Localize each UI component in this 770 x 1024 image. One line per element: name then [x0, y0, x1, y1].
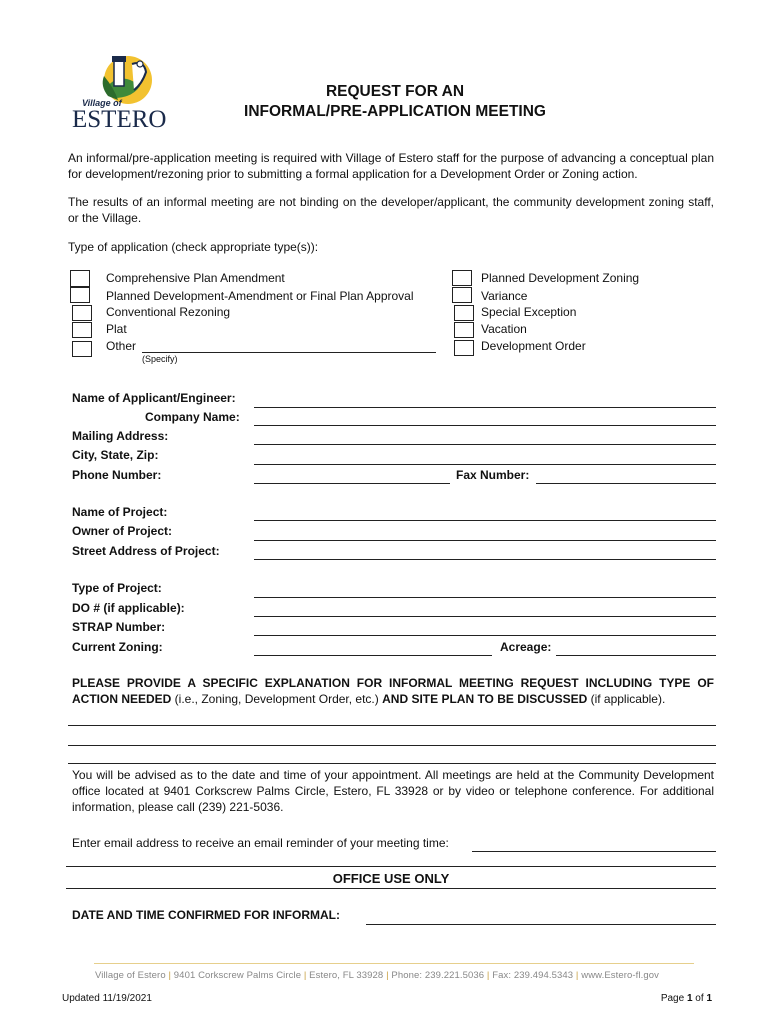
label-special-exception: Special Exception: [481, 305, 577, 319]
explanation-line-2[interactable]: [68, 745, 716, 746]
page-mid: of: [692, 993, 707, 1004]
label-mailing: Mailing Address:: [72, 429, 169, 443]
checkbox-plat[interactable]: [72, 322, 92, 338]
footer-separator: |: [486, 970, 490, 981]
explanation-line-3[interactable]: [68, 763, 716, 764]
page-current: 1: [686, 993, 693, 1004]
mailing-field[interactable]: [254, 444, 716, 445]
title-line-1: REQUEST FOR AN: [325, 83, 465, 100]
advice-paragraph: You will be advised as to the date and time of your appointment. All meetings are held at the Community Development office located at 9401 Corkscrew Palms Circle, Estero, FL 33928 or by video or telephone conference. For additional information, please call (239) 221-5036.: [72, 768, 714, 814]
checkbox-pd-zoning[interactable]: [452, 270, 472, 286]
explanation-bold-1: PLEASE PROVIDE A SPECIFIC EXPLANATION FOR INFORMAL MEETING REQUEST INCLUDING TYPE OF ACTION NEEDED: [72, 676, 714, 706]
label-owner: Owner of Project:: [72, 524, 173, 538]
checkbox-conventional-rezoning[interactable]: [72, 305, 92, 321]
page-number: [661, 993, 712, 1004]
footer-separator: |: [575, 970, 579, 981]
label-pd-amendment: Planned Development-Amendment or Final Plan Approval: [106, 289, 414, 303]
explanation-instruction: [72, 675, 714, 707]
checkbox-development-order[interactable]: [454, 340, 474, 356]
label-fax: Fax Number:: [456, 468, 530, 482]
label-applicant: Name of Applicant/Engineer:: [72, 391, 236, 405]
zoning-field[interactable]: [254, 655, 492, 656]
checkbox-special-exception[interactable]: [454, 305, 474, 321]
label-vacation: Vacation: [481, 322, 527, 336]
checkbox-other[interactable]: [72, 341, 92, 357]
footer-phone: Phone: 239.221.5036: [391, 970, 485, 981]
title-line-2: INFORMAL/PRE-APPLICATION MEETING: [244, 103, 546, 120]
footer-village: Village of Estero: [95, 970, 166, 981]
explanation-normal-2: (if applicable).: [587, 692, 666, 706]
label-variance: Variance: [481, 289, 528, 303]
company-field[interactable]: [254, 425, 716, 426]
label-city: City, State, Zip:: [72, 448, 159, 462]
footer-website: www.Estero-fl.gov: [581, 970, 659, 981]
label-phone: Phone Number:: [72, 468, 162, 482]
footer-separator: |: [168, 970, 172, 981]
page-total: 1: [706, 993, 712, 1004]
label-company: Company Name:: [145, 410, 240, 424]
label-development-order: Development Order: [481, 339, 586, 353]
office-use-heading: OFFICE USE ONLY: [332, 871, 450, 886]
logo-text-small: Village of: [82, 98, 122, 108]
label-plat: Plat: [106, 322, 127, 336]
email-prompt: Enter email address to receive an email reminder of your meeting time:: [72, 836, 449, 850]
label-zoning: Current Zoning:: [72, 640, 163, 654]
project-type-field[interactable]: [254, 597, 716, 598]
street-field[interactable]: [254, 559, 716, 560]
explanation-normal-1: (i.e., Zoning, Development Order, etc.): [171, 692, 383, 706]
city-field[interactable]: [254, 464, 716, 465]
label-comprehensive-plan: Comprehensive Plan Amendment: [106, 271, 285, 285]
label-conventional-rezoning: Conventional Rezoning: [106, 305, 231, 319]
village-logo: [70, 50, 178, 132]
page-title: [200, 82, 590, 122]
label-other: Other: [106, 339, 137, 353]
applicant-field[interactable]: [254, 407, 716, 408]
footer-rule: [94, 963, 694, 964]
office-divider-bottom: [66, 888, 716, 889]
label-project-name: Name of Project:: [72, 505, 168, 519]
label-do-number: DO # (if applicable):: [72, 601, 185, 615]
intro-paragraph-2: The results of an informal meeting are not binding on the developer/applicant, the community development zoning staff, or the Village.: [68, 195, 714, 225]
label-acreage: Acreage:: [500, 640, 552, 654]
owner-field[interactable]: [254, 540, 716, 541]
footer-city: Estero, FL 33928: [309, 970, 384, 981]
other-specify-line[interactable]: [142, 352, 436, 353]
label-street: Street Address of Project:: [72, 544, 220, 558]
acreage-field[interactable]: [556, 655, 716, 656]
phone-field[interactable]: [254, 483, 450, 484]
footer-separator: |: [386, 970, 389, 981]
fax-field[interactable]: [536, 483, 716, 484]
explanation-line-1[interactable]: [68, 725, 716, 726]
checkbox-comprehensive-plan[interactable]: [70, 270, 90, 287]
office-divider-top: [66, 866, 716, 867]
footer-contact: [95, 970, 659, 981]
logo-text-large: ESTERO: [72, 106, 167, 133]
strap-field[interactable]: [254, 635, 716, 636]
footer-address: 9401 Corkscrew Palms Circle: [173, 970, 302, 981]
date-confirmed-field[interactable]: [366, 924, 716, 925]
email-field[interactable]: [472, 851, 716, 852]
do-number-field[interactable]: [254, 616, 716, 617]
label-date-confirmed: DATE AND TIME CONFIRMED FOR INFORMAL:: [72, 908, 340, 922]
intro-paragraph-1: An informal/pre-application meeting is required with Village of Estero staff for the purpose of advancing a conceptual plan for development/rezoning prior to submitting a formal application for a Development Order or Zoning action.: [68, 151, 714, 181]
checkbox-variance[interactable]: [452, 287, 472, 303]
project-name-field[interactable]: [254, 520, 716, 521]
specify-caption: (Specify): [142, 354, 178, 364]
label-project-type: Type of Project:: [72, 581, 162, 595]
footer-separator: |: [303, 970, 307, 981]
page-prefix: Page: [660, 993, 687, 1004]
checkbox-pd-amendment[interactable]: [70, 287, 90, 303]
updated-date: Updated 11/19/2021: [62, 993, 152, 1004]
explanation-bold-2: AND SITE PLAN TO BE DISCUSSED: [382, 692, 588, 706]
type-prompt: Type of application (check appropriate type(s)):: [68, 240, 319, 254]
footer-fax: Fax: 239.494.5343: [492, 970, 574, 981]
label-pd-zoning: Planned Development Zoning: [481, 271, 640, 285]
label-strap: STRAP Number:: [72, 620, 166, 634]
checkbox-vacation[interactable]: [454, 322, 474, 338]
